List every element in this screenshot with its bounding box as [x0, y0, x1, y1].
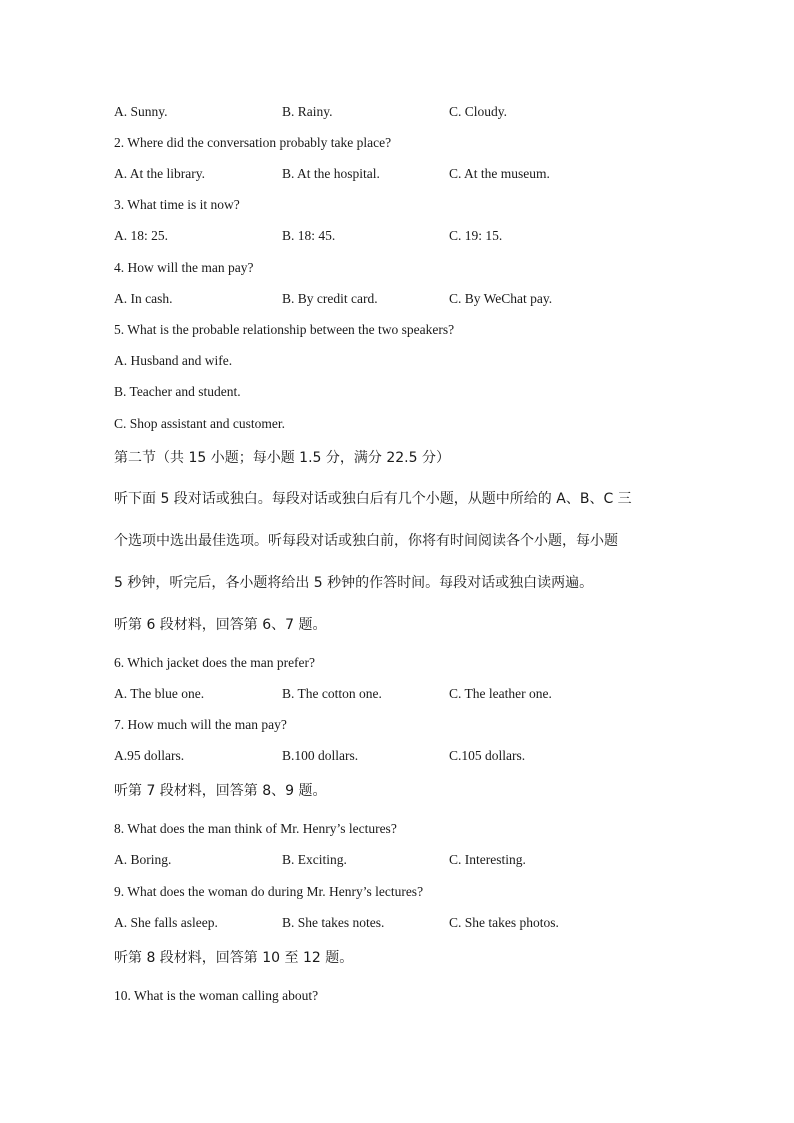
- q1-option-c: C. Cloudy.: [449, 104, 508, 119]
- q4-stem: 4. How will the man pay?: [114, 260, 254, 275]
- group8-heading: 听第 8 段材料，回答第 10 至 12 题。: [114, 950, 354, 966]
- section2-instruction-line2: 个选项中选出最佳选项。听每段对话或独白前，你将有时间阅读各个小题，每小题: [114, 533, 618, 549]
- section2-instruction-line3: 5 秒钟，听完后，各小题将给出 5 秒钟的作答时间。每段对话或独白读两遍。: [114, 575, 594, 591]
- q5-option-c: C. Shop assistant and customer.: [114, 416, 285, 431]
- q2-option-b: B. At the hospital.: [282, 166, 380, 181]
- q4-option-b: B. By credit card.: [282, 291, 378, 306]
- q3-stem: 3. What time is it now?: [114, 197, 240, 212]
- q7-option-a: A.95 dollars.: [114, 748, 185, 763]
- q7-option-c: C.105 dollars.: [449, 748, 526, 763]
- q8-option-c: C. Interesting.: [449, 852, 526, 867]
- q8-stem: 8. What does the man think of Mr. Henry’s lectures?: [114, 821, 397, 836]
- q1-option-b: B. Rainy.: [282, 104, 333, 119]
- q10-stem: 10. What is the woman calling about?: [114, 988, 319, 1003]
- q9-option-a: A. She falls asleep.: [114, 915, 218, 930]
- q9-option-c: C. She takes photos.: [449, 915, 559, 930]
- q1-option-a: A. Sunny.: [114, 104, 168, 119]
- q6-option-b: B. The cotton one.: [282, 686, 382, 701]
- q3-option-c: C. 19: 15.: [449, 228, 503, 243]
- q6-option-c: C. The leather one.: [449, 686, 552, 701]
- section2-instruction-line1: 听下面 5 段对话或独白。每段对话或独白后有几个小题，从题中所给的 A、B、C 三: [114, 491, 632, 507]
- q8-option-a: A. Boring.: [114, 852, 172, 867]
- q5-option-a: A. Husband and wife.: [114, 353, 233, 368]
- q9-option-b: B. She takes notes.: [282, 915, 385, 930]
- q6-stem: 6. Which jacket does the man prefer?: [114, 655, 316, 670]
- q4-option-c: C. By WeChat pay.: [449, 291, 553, 306]
- q7-stem: 7. How much will the man pay?: [114, 717, 287, 732]
- q2-stem: 2. Where did the conversation probably take place?: [114, 135, 392, 150]
- q6-option-a: A. The blue one.: [114, 686, 205, 701]
- group6-heading: 听第 6 段材料，回答第 6、7 题。: [114, 617, 327, 633]
- q9-stem: 9. What does the woman do during Mr. Henry’s lectures?: [114, 884, 424, 899]
- q3-option-a: A. 18: 25.: [114, 228, 168, 243]
- q7-option-b: B.100 dollars.: [282, 748, 359, 763]
- q8-option-b: B. Exciting.: [282, 852, 347, 867]
- q2-option-c: C. At the museum.: [449, 166, 550, 181]
- q5-option-b: B. Teacher and student.: [114, 384, 241, 399]
- q4-option-a: A. In cash.: [114, 291, 173, 306]
- group7-heading: 听第 7 段材料，回答第 8、9 题。: [114, 783, 327, 799]
- section2-title: 第二节（共 15 小题；每小题 1.5 分，满分 22.5 分）: [114, 450, 450, 466]
- q2-option-a: A. At the library.: [114, 166, 205, 181]
- q5-stem: 5. What is the probable relationship between the two speakers?: [114, 322, 455, 337]
- q3-option-b: B. 18: 45.: [282, 228, 336, 243]
